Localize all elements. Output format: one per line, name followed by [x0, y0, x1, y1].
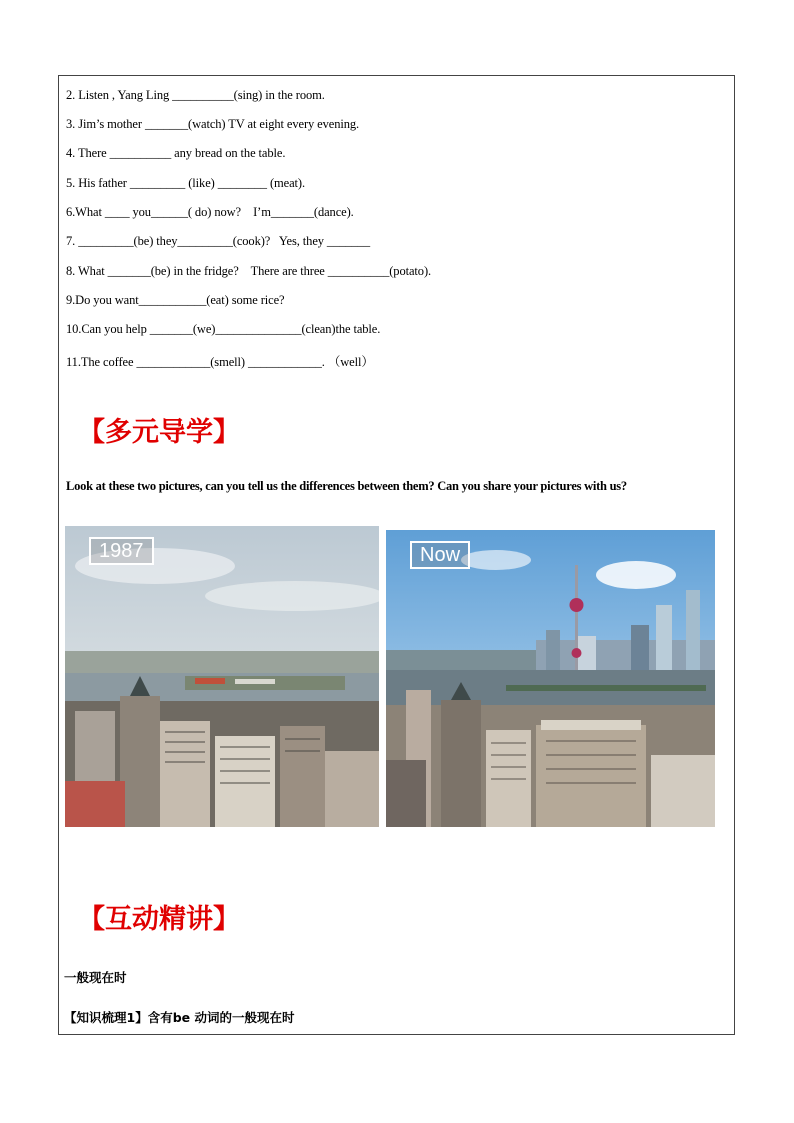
- exercise-6: 6.What ____ you______( do) now? I’m_______(dance).: [66, 205, 354, 219]
- photo-now: [386, 530, 715, 827]
- photo-label-now: Now: [410, 541, 470, 569]
- exercise-11: 11.The coffee ____________(smell) ____________. （well）: [66, 355, 374, 369]
- exercise-8: 8. What _______(be) in the fridge? There are three __________(potato).: [66, 264, 432, 278]
- knowledge-point-1: 【知识梳理1】含有be 动词的一般现在时: [64, 1010, 295, 1025]
- exercise-3: 3. Jim’s mother _______(watch) TV at eight every evening.: [66, 117, 360, 131]
- exercise-2: 2. Listen , Yang Ling __________(sing) in the room.: [66, 88, 325, 102]
- section-heading-guided-learning: 【多元导学】: [78, 417, 240, 448]
- photo-1987: [65, 526, 379, 827]
- exercise-5: 5. His father _________ (like) ________ (meat).: [66, 176, 305, 190]
- topic-title: 一般现在时: [64, 970, 127, 985]
- exercise-7: 7. _________(be) they_________(cook)? Yes, they _______: [66, 234, 370, 248]
- exercise-9: 9.Do you want___________(eat) some rice?: [66, 293, 285, 307]
- section-heading-interactive-lecture: 【互动精讲】: [78, 904, 240, 935]
- photo-label-1987: 1987: [89, 537, 154, 565]
- discussion-question: Look at these two pictures, can you tell us the differences between them? Can you share your pictures with us?: [66, 479, 627, 493]
- exercise-10: 10.Can you help _______(we)______________(clean)the table.: [66, 322, 381, 336]
- exercise-4: 4. There __________ any bread on the table.: [66, 146, 286, 160]
